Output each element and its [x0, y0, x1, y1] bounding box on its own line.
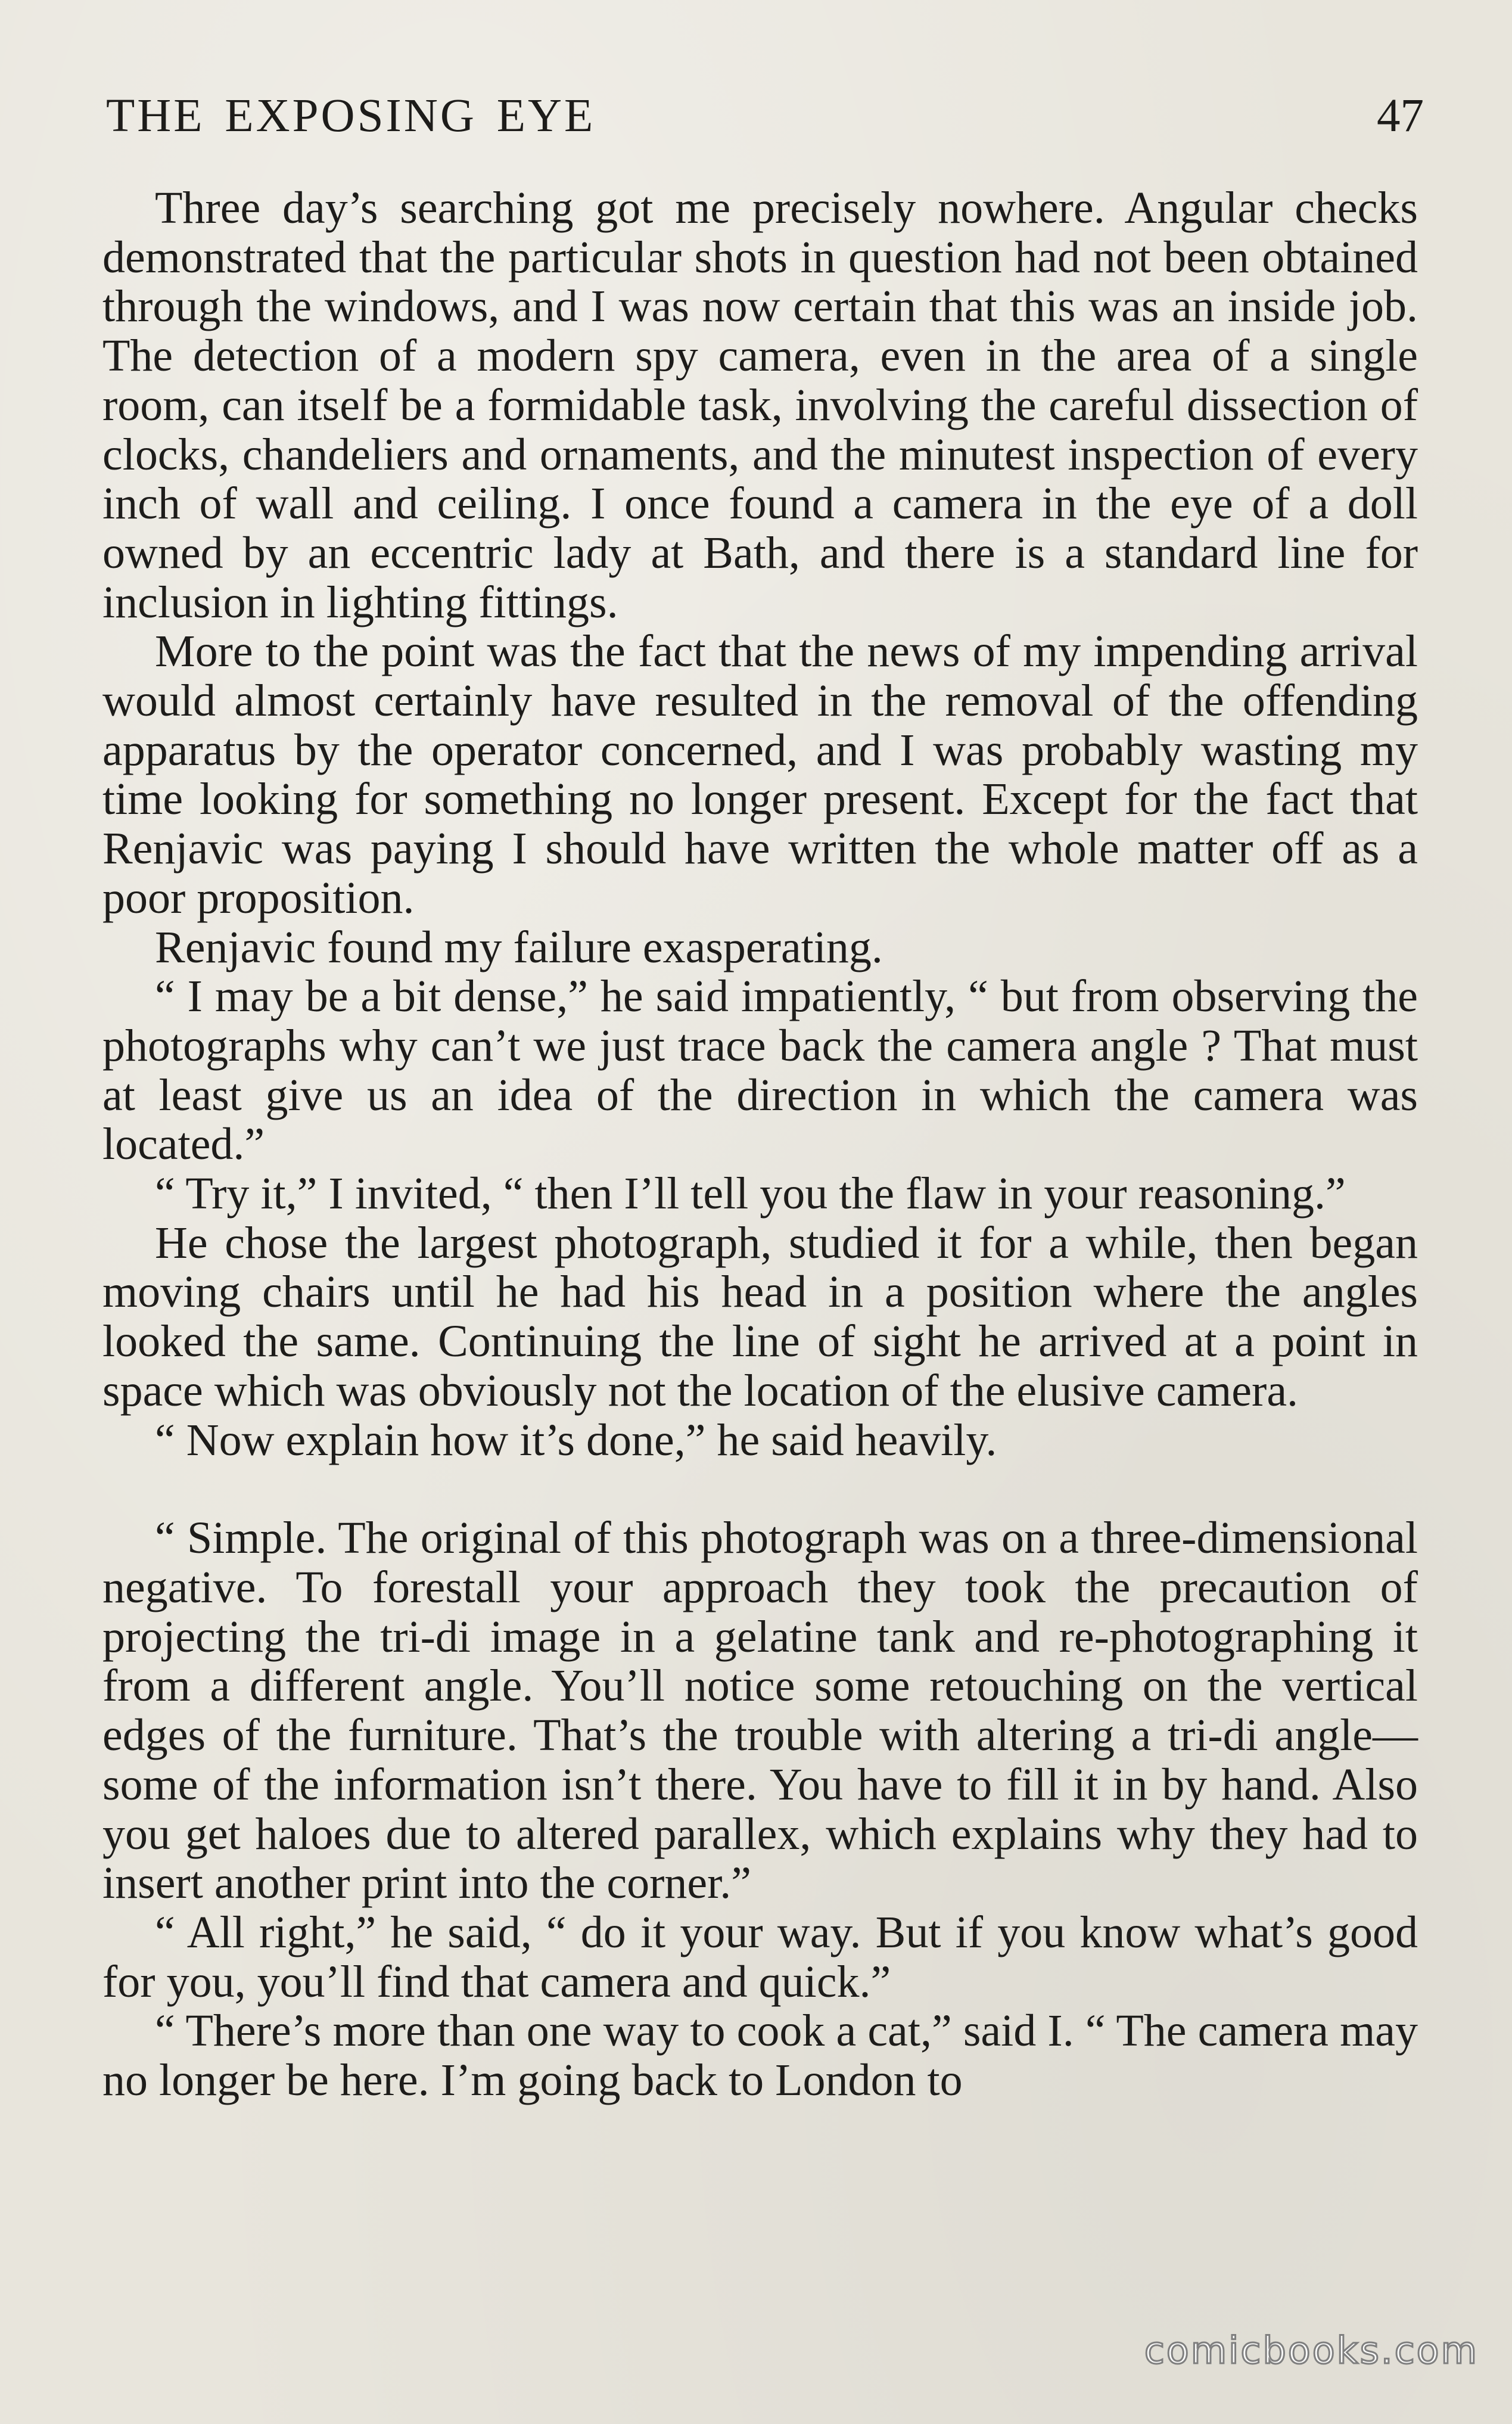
paragraph-2: More to the point was the fact that the news of my impending arrival would almost certainly have resulted in the removal of the offending apparatus by the operator concerned, and I was probably wasting my time looking for something no longer present. Except for the fact that Renjavic was paying I should have written the whole matter off as a poor proposition. [102, 626, 1418, 923]
paragraph-6: He chose the largest photograph, studied it for a while, then began moving chairs until he had his head in a position where the angles looked the same. Continuing the line of sight he arrived at a point in space which was obviously not the location of the elusive camera. [102, 1217, 1418, 1416]
paragraph-7: “ Now explain how it’s done,” he said heavily. [155, 1415, 997, 1465]
running-title: THE EXPOSING EYE [106, 90, 596, 142]
paragraph-8: “ Simple. The original of this photograph was on a three-dimensional negative. To forestall your approach they took the precaution of projecting the tri-di image in a gelatine tank and re-photographing it from a different angle. You’ll notice some retouching on the vertical edges of the furniture. That’s the trouble with altering a tri-di angle—some of the information isn’t there. You have to fill it in by hand. Also you get haloes due to altered parallex, which explains why they had to insert another print into the corner.” [102, 1513, 1418, 1909]
paragraph-1: Three day’s searching got me precisely nowhere. Angular checks demonstrated that the particular shots in question had not been obtained through the windows, and I was now certain that this was an inside job. The detection of a modern spy camera, even in the area of a single room, can itself be a formidable task, involving the careful dissection of clocks, chandeliers and ornaments, and the minutest inspection of every inch of wall and ceiling. I once found a camera in the eye of a doll owned by an eccentric lady at Bath, and there is a standard line for inclusion in lighting fittings. [102, 183, 1418, 627]
paragraph-5: “ Try it,” I invited, “ then I’ll tell you the flaw in your reasoning.” [155, 1169, 1346, 1219]
paragraph-4: “ I may be a bit dense,” he said impatiently, “ but from observing the photographs why can’t we just trace back the camera angle ? That must at least give us an idea of the direction in which the camera was located.” [102, 971, 1418, 1170]
paragraph-9: “ All right,” he said, “ do it your way. But if you know what’s good for you, you’ll find that camera and quick.” [102, 1907, 1418, 2007]
body-text [102, 184, 1418, 2105]
page-number: 47 [1377, 90, 1424, 142]
paragraph-10: “ There’s more than one way to cook a cat,” said I. “ The camera may no longer be here. I’m going back to London to [102, 2006, 1418, 2106]
site-watermark: comicbooks.com [1144, 2329, 1479, 2372]
running-head [106, 83, 1424, 149]
paragraph-3: Renjavic found my failure exasperating. [155, 922, 883, 972]
